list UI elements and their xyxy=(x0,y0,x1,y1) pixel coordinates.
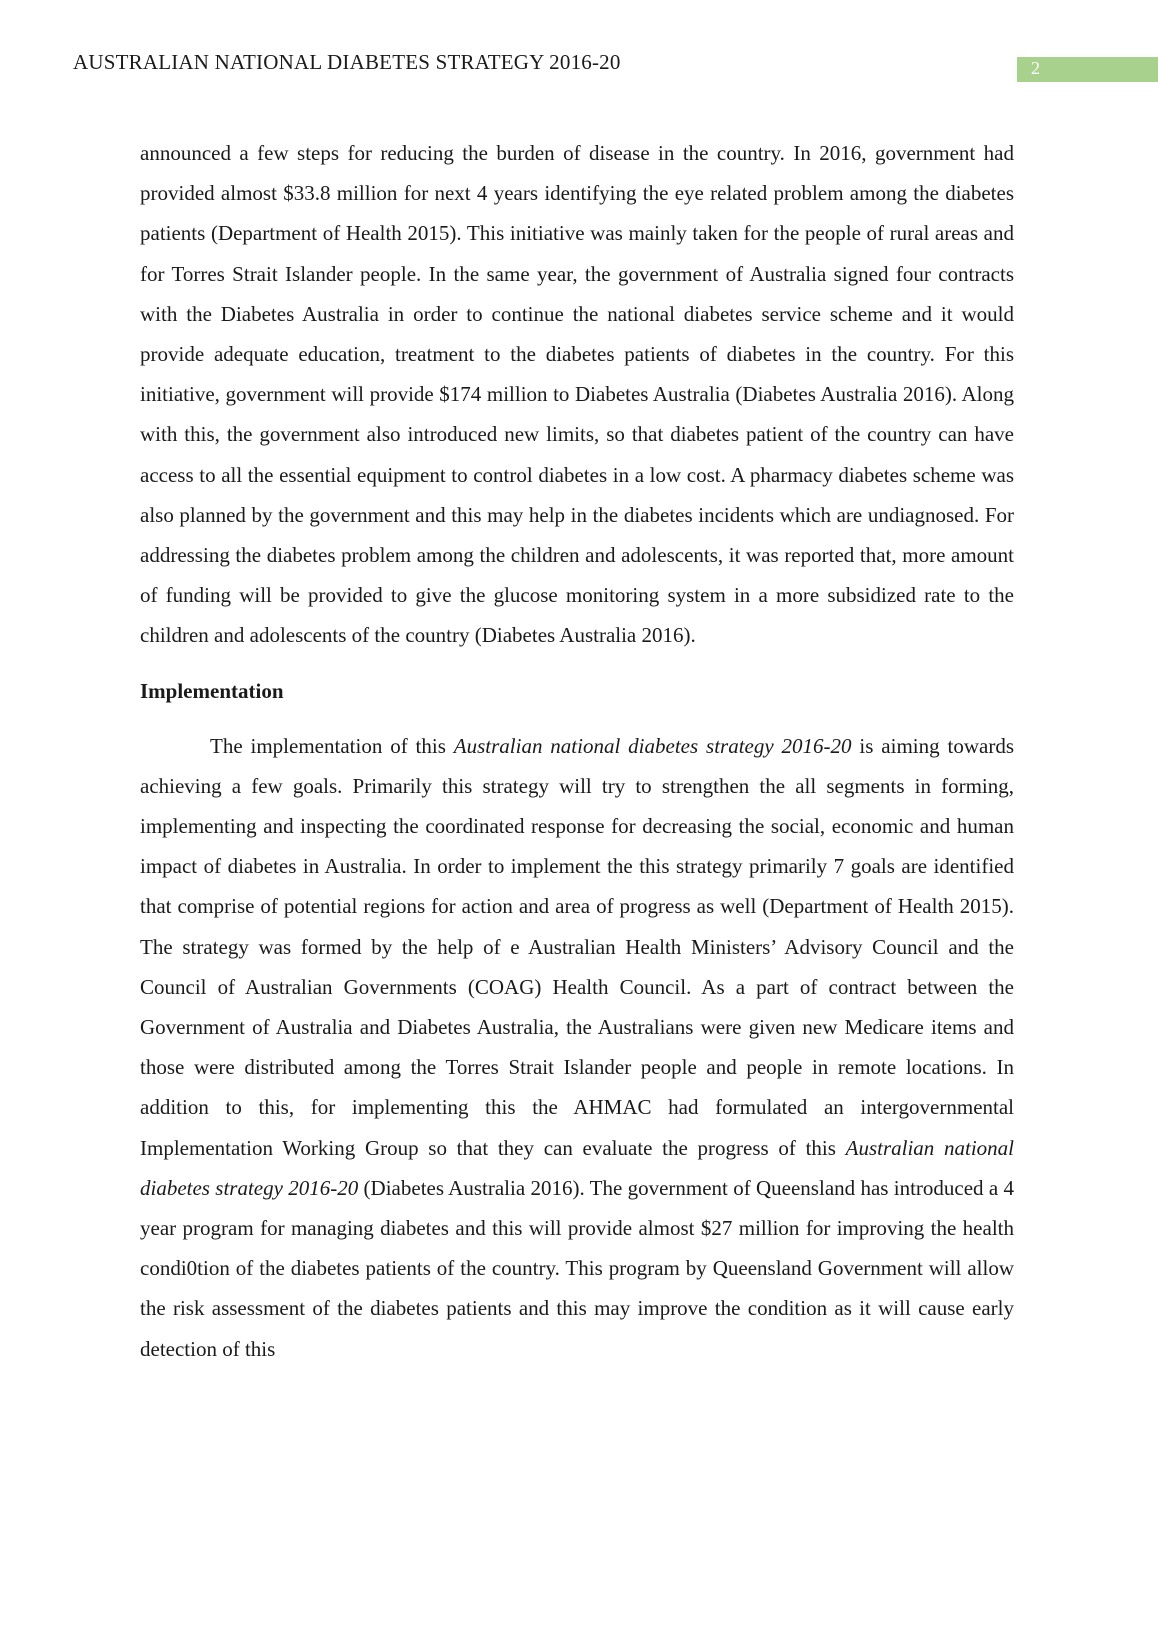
page-number-box xyxy=(1017,57,1158,82)
paragraph-text: (Diabetes Australia 2016). The government of Queensland has introduced a 4 year program for managing diabetes and this will provide almost $27 million for improving the health condi0tion of the diabetes patients of the country. This program by Queensland Government will allow the risk assessment of the diabetes patients and this may improve the condition as it will cause early detection of this xyxy=(140,1175,1014,1361)
document-body xyxy=(140,133,1014,1369)
section-heading: Implementation xyxy=(140,678,284,703)
page-number: 2 xyxy=(1031,58,1040,78)
body-paragraph: announced a few steps for reducing the burden of disease in the country. In 2016, government had provided almost $33.8 million for next 4 years identifying the eye related problem among the diabetes patients (Department of Health 2015). This initiative was mainly taken for the people of rural areas and for Torres Strait Islander people. In the same year, the government of Australia signed four contracts with the Diabetes Australia in order to continue the national diabetes service scheme and it would provide adequate education, treatment to the diabetes patients of diabetes in the country. For this initiative, government will provide $174 million to Diabetes Australia (Diabetes Australia 2016). Along with this, the government also introduced new limits, so that diabetes patient of the country can have access to all the essential equipment to control diabetes in a low cost. A pharmacy diabetes scheme was also planned by the government and this may help in the diabetes incidents which are undiagnosed. For addressing the diabetes problem among the children and adolescents, it was reported that, more amount of funding will be provided to give the glucose monitoring system in a more subsidized rate to the children and adolescents of the country (Diabetes Australia 2016). xyxy=(140,141,1014,648)
body-paragraph xyxy=(140,726,1014,1369)
running-head: AUSTRALIAN NATIONAL DIABETES STRATEGY 2016-20 xyxy=(73,50,621,74)
strategy-title-italic: Australian national diabetes strategy 2016-20 xyxy=(140,1135,1015,1200)
strategy-title-italic: Australian national diabetes strategy 2016-20 xyxy=(453,733,852,758)
paragraph-text: is aiming towards achieving a few goals. Primarily this strategy will try to strengthen the all segments in forming, implementing and inspecting the coordinated response for decreasing the social, economic and human impact of diabetes in Australia. In order to implement the this strategy primarily 7 goals are identified that comprise of potential regions for action and area of progress as well (Department of Health 2015). The strategy was formed by the help of e Australian Health Ministers’ Advisory Council and the Council of Australian Governments (COAG) Health Council. As a part of contract between the Government of Australia and Diabetes Australia, the Australians were given new Medicare items and those were distributed among the Torres Strait Islander people and people in remote locations. In addition to this, for implementing this the AHMAC had formulated an intergovernmental Implementation Working Group so that they can evaluate the progress of this xyxy=(140,733,1014,1160)
paragraph-text: The implementation of this xyxy=(210,733,454,758)
